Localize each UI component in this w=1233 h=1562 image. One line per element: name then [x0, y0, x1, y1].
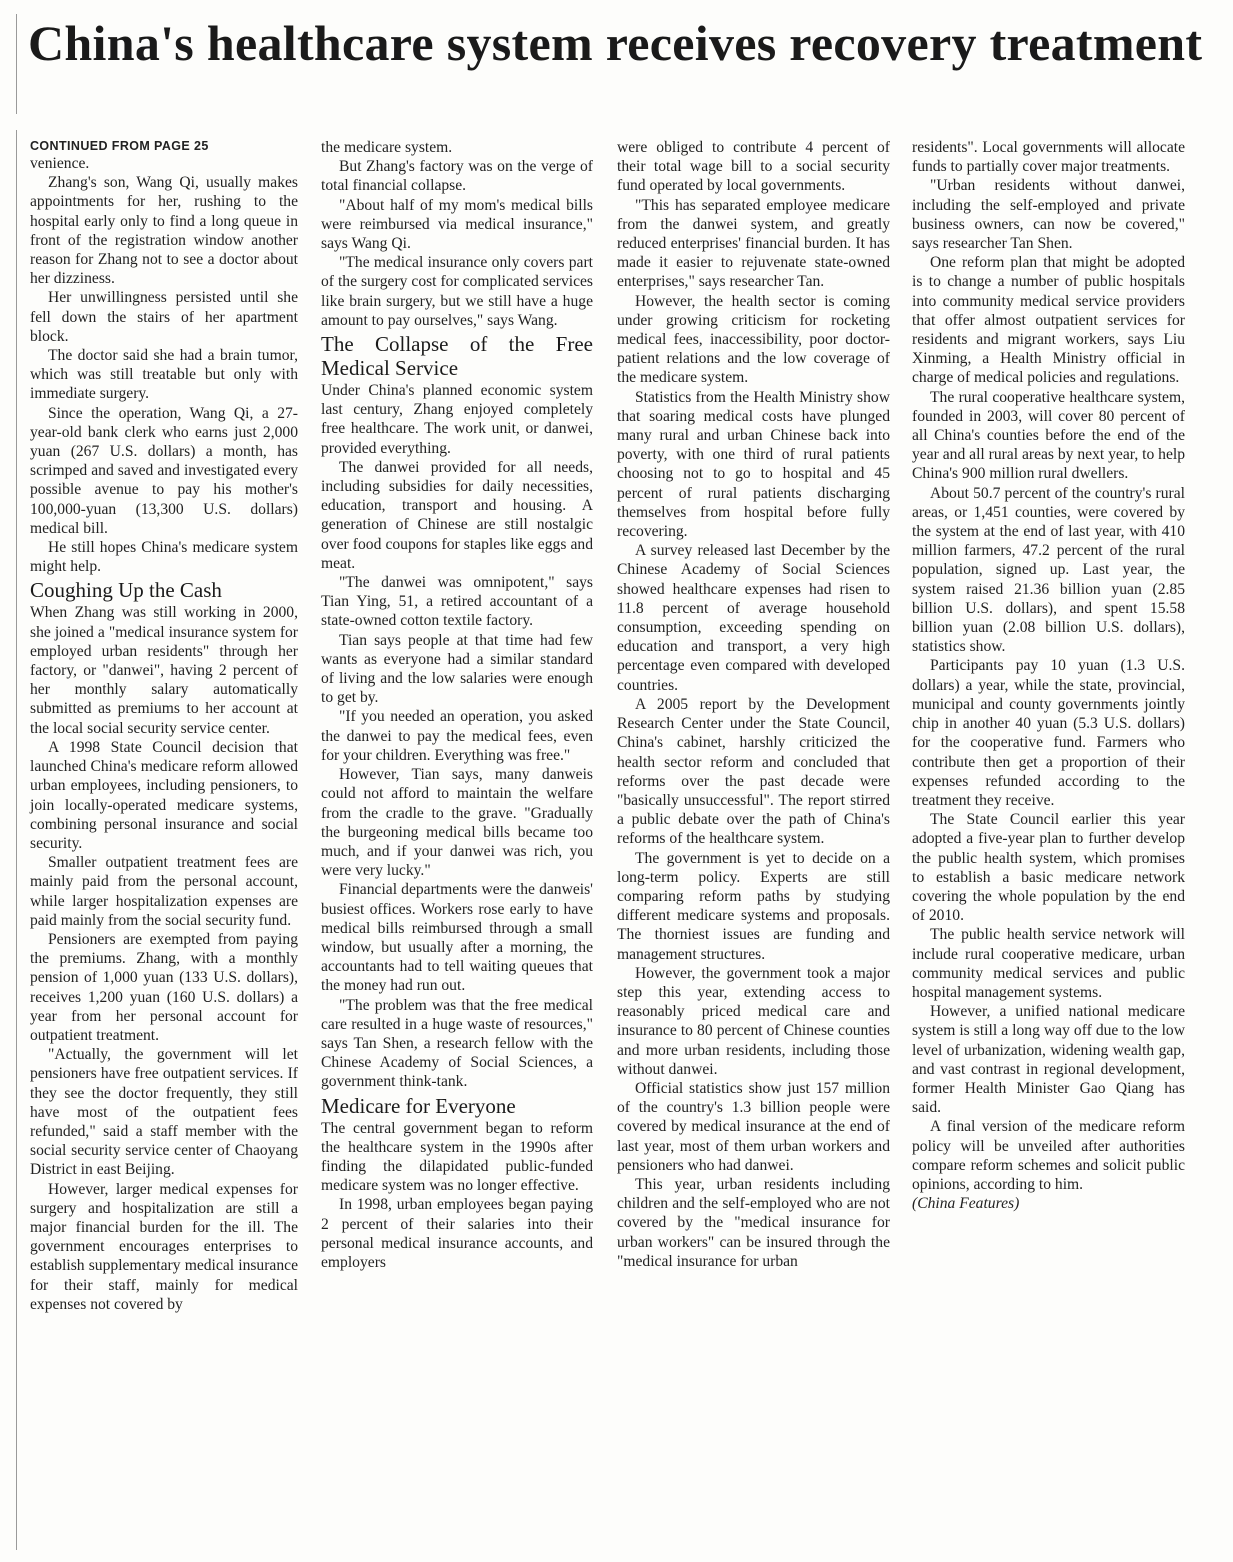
article-paragraph: When Zhang was still working in 2000, she joined a "medical insurance system for employed urban residents" through her factory, or "danwei", having 2 percent of her monthly salary automatically submitted as premiums to her account at the local social security service center. [30, 604, 298, 737]
article-paragraph: He still hopes China's medicare system might help. [30, 539, 298, 576]
article-paragraph: The central government began to reform the healthcare system in the 1990s after finding the dilapidated public-funded medicare system was no longer effective. [321, 1119, 593, 1195]
article-paragraph: "The danwei was omnipotent," says Tian Ying, 51, a retired accountant of a state-owned cotton textile factory. [321, 574, 593, 630]
article-paragraph: This year, urban residents including children and the self-employed who are not covered by the "medical insurance for urban workers" can be insured through the "medical insurance for urban [617, 1175, 890, 1270]
article-paragraph: Under China's planned economic system last century, Zhang enjoyed completely free healthcare. The work unit, or danwei, provided everything. [321, 382, 593, 457]
article-paragraph: About 50.7 percent of the country's rural areas, or 1,451 counties, were covered by the system at the end of last year, with 410 million farmers, 47.2 percent of the rural population, signed up. Last year, the system raised 21.36 billion yuan (2.85 billion U.S. dollars), and spent 15.58 billion yuan (2.08 billion U.S. dollars), statistics show. [912, 484, 1185, 656]
article-paragraph: residents". Local governments will allocate funds to partially cover major treatments. [912, 139, 1185, 176]
article-paragraph: The public health service network will include rural cooperative medicare, urban community medical services and public hospital management systems. [912, 926, 1185, 1001]
article-paragraph: the medicare system. [321, 139, 453, 156]
article-column-2 [321, 138, 593, 1272]
article-paragraph: A 2005 report by the Development Research Center under the State Council, China's cabinet, harshly criticized the health sector reform and concluded that reforms over the past decade were "basically unsuccessful". The report stirred a public debate over the path of China's reforms of the healthcare system. [617, 695, 890, 848]
article-paragraph: "About half of my mom's medical bills were reimbursed via medical insurance," says Wang Qi. [321, 196, 593, 253]
source-credit: (China Features) [912, 1195, 1020, 1213]
article-paragraph: The danwei provided for all needs, including subsidies for daily necessities, education, transport and housing. A generation of Chinese are still nostalgic over food coupons for staples like eggs and meat. [321, 458, 593, 572]
article-paragraph: The rural cooperative healthcare system, founded in 2003, will cover 80 percent of all China's counties before the end of the year and all rural areas by next year, to help China's 900 million rural dwellers. [912, 388, 1186, 483]
article-paragraph: Financial departments were the danweis' busiest offices. Workers rose early to have medical bills reimbursed through a small window, but usually after a morning, the accountants had to tell waiting queues that the money had run out. [321, 881, 593, 995]
section-subhead: Medicare for Everyone [321, 1093, 516, 1118]
article-column-1 [30, 138, 298, 1314]
article-paragraph: "Urban residents without danwei, including the self-employed and private business owners, can now be covered," says researcher Tan Shen. [912, 177, 1185, 253]
article-paragraph: The doctor said she had a brain tumor, which was still treatable but only with immediate surgery. [30, 347, 298, 403]
article-paragraph: Tian says people at that time had few wants as everyone had a similar standard of living and the low salaries were enough to get by. [321, 631, 593, 707]
headline: China's healthcare system receives recovery treatment [28, 15, 1203, 71]
article-paragraph: venience. [30, 155, 90, 172]
article-paragraph: However, larger medical expenses for surgery and hospitalization are still a major financial burden for the ill. The government encourages enterprises to establish supplementary medical insurance for their staff, mainly for medical expenses not covered by [30, 1180, 298, 1313]
article-paragraph: Since the operation, Wang Qi, a 27-year-old bank clerk who earns just 2,000 yuan (267 U.S. dollars) a month, has scrimped and saved and investigated every possible avenue to pay his mother's 100,000-yuan (13,300 U.S. dollars) medical bill. [30, 404, 298, 537]
article-paragraph: Participants pay 10 yuan (1.3 U.S. dollars) a year, while the state, provincial, municipal and county governments jointly chip in another 40 yuan (5.3 U.S. dollars) for the cooperative fund. Farmers who contribute then get a proportion of their expenses refunded according to the treatment they receive. [912, 657, 1185, 809]
article-paragraph: A survey released last December by the Chinese Academy of Social Sciences showed healthcare expenses had risen to 11.8 percent of average household consumption, exceeding spending on education and transport, a very high percentage even compared with developed countries. [617, 542, 890, 694]
article-paragraph: Official statistics show just 157 million of the country's 1.3 billion people were covered by medical insurance at the end of last year, most of them urban workers and pensioners who had danwei. [617, 1079, 890, 1174]
article-paragraph: A 1998 State Council decision that launched China's medicare reform allowed urban employees, including pensioners, to join locally-operated medicare systems, combining personal insurance and social security. [30, 738, 298, 852]
article-paragraph: Zhang's son, Wang Qi, usually makes appointments for her, rushing to the hospital early only to find a long queue in front of the registration window another reason for Zhang not to see a doctor about her dizziness. [30, 174, 298, 288]
article-paragraph: But Zhang's factory was on the verge of total financial collapse. [321, 158, 593, 195]
article-paragraph: However, Tian says, many danweis could not afford to maintain the welfare from the cradle to the grave. "Gradually the burgeoning medical bills became too much, and if your danwei was rich, you were very lucky." [321, 766, 593, 880]
article-paragraph: "The problem was that the free medical care resulted in a huge waste of resources," says Tan Shen, a research fellow with the Chinese Academy of Social Sciences, a government think-tank. [321, 996, 593, 1091]
article-paragraph: "The medical insurance only covers part of the surgery cost for complicated services like brain surgery, but we still have a huge amount to pay ourselves," says Wang. [321, 254, 593, 329]
article-paragraph: The government is yet to decide on a long-term policy. Experts are still comparing reform paths by studying different medicare systems and proposals. The thorniest issues are funding and management structures. [617, 849, 890, 963]
article-paragraph: Smaller outpatient treatment fees are mainly paid from the personal account, while larger hospitalization expenses are paid mainly from the social security fund. [30, 854, 298, 929]
section-subhead: The Collapse of the Free Medical Service [321, 332, 593, 381]
article-paragraph: Statistics from the Health Ministry show that soaring medical costs have plunged many rural and urban Chinese back into poverty, with one third of rural patients choosing not to go to hospital and 45 percent of rural patients discharging themselves from hospital before fully recovering. [617, 388, 890, 541]
article-paragraph: However, the government took a major step this year, extending access to reasonably priced medical care and insurance to 80 percent of Chinese counties and more urban residents, including those without danwei. [617, 964, 890, 1078]
article-paragraph: "If you needed an operation, you asked the danwei to pay the medical fees, even for your children. Everything was free." [321, 708, 593, 764]
section-subhead: Coughing Up the Cash [30, 578, 222, 603]
article-paragraph: Her unwillingness persisted until she fell down the stairs of her apartment block. [30, 289, 298, 345]
margin-rule-left [16, 130, 17, 1550]
margin-rule-top [16, 14, 17, 114]
article-paragraph: were obliged to contribute 4 percent of their total wage bill to a social security fund operated by local governments. [617, 139, 890, 195]
article-paragraph: "This has separated employee medicare from the danwei system, and greatly reduced enterprises' financial burden. It has made it easier to rejuvenate state-owned enterprises," says researcher Tan. [617, 196, 890, 291]
article-paragraph: A final version of the medicare reform policy will be unveiled after authorities compare reform schemes and solicit public opinions, according to him. [912, 1118, 1185, 1193]
article-paragraph: "Actually, the government will let pensioners have free outpatient services. If they see the doctor frequently, they still have most of the outpatient fees refunded," said a staff member with the social security service center of Chaoyang District in east Beijing. [30, 1046, 298, 1179]
continued-kicker: CONTINUED FROM PAGE 25 [30, 139, 209, 153]
article-paragraph: However, a unified national medicare system is still a long way off due to the low level of urbanization, widening wealth gap, and vast contrast in regional development, former Health Minister Gao Qiang has said. [912, 1003, 1185, 1117]
article-column-3 [617, 138, 890, 1271]
article-paragraph: However, the health sector is coming under growing criticism for rocketing medical fees, inaccessibility, poor doctor-patient relations and the low coverage of the medicare system. [617, 292, 890, 387]
article-paragraph: In 1998, urban employees began paying 2 percent of their salaries into their personal medical insurance accounts, and employers [321, 1196, 593, 1271]
article-column-4 [912, 138, 1185, 1213]
article-paragraph: One reform plan that might be adopted is to change a number of public hospitals into community medical service providers that offer almost outpatient services for residents and migrant workers, says Liu Xinming, a Health Ministry official in charge of medical policies and regulations. [912, 254, 1185, 387]
article-paragraph: Pensioners are exempted from paying the premiums. Zhang, with a monthly pension of 1,000 yuan (133 U.S. dollars), receives 1,200 yuan (160 U.S. dollars) a year from her personal account for outpatient treatment. [30, 930, 298, 1044]
article-paragraph: The State Council earlier this year adopted a five-year plan to further develop the public health system, which promises to establish a basic medicare network covering the whole population by the end of 2010. [912, 811, 1185, 925]
